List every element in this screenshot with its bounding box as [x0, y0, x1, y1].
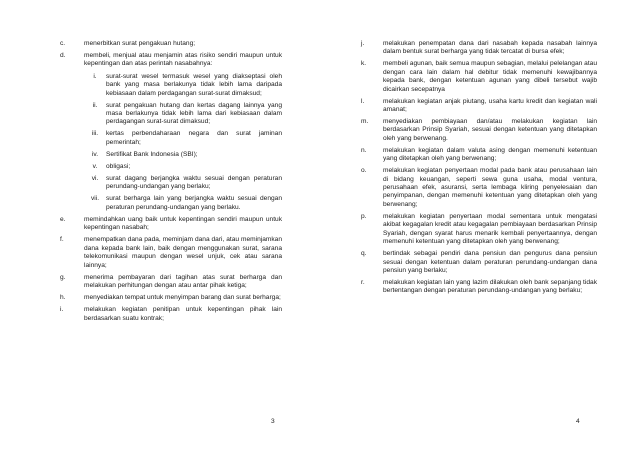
list-item — [60, 236, 282, 270]
list-item-label: q. — [361, 250, 367, 258]
list-item-text: menempatkan dana pada, meminjam dana dari, atau meminjamkan dana kepada bank lain, baik dengan menggunakan surat, sarana telekomunikasi maupun dengan wesel unjuk, cek atau sarana lainnya; — [84, 236, 282, 269]
page-number: 3 — [271, 418, 275, 425]
sub-item-text: surat berharga lain yang berjangka waktu sesuai dengan peraturan perundang-undangan yang berlaku. — [106, 195, 282, 211]
list-item-label: g. — [60, 273, 66, 281]
list-item-label: f. — [60, 236, 64, 244]
list-item-label: l. — [361, 97, 365, 105]
sub-item-text: surat pengakuan hutang dan kertas dagang lainnya yang masa berlakunya tidak lebih lama dari kebiasaan dalam perdagangan surat-surat dimaksud; — [106, 101, 282, 126]
list-item-label: e. — [60, 216, 66, 224]
list-item — [361, 250, 597, 275]
list-item-label: o. — [361, 167, 367, 175]
list-item — [361, 279, 597, 296]
list-item — [361, 60, 597, 94]
list-item-label: k. — [361, 60, 367, 68]
list-item-text: membeli agunan, baik semua maupun sebagian, melalui pelelangan atau dengan cara lain dalam hal debitur tidak memenuhi kewajibannya kepada bank, dengan ketentuan agunan yang dibeli tersebut wajib dicairkan secepatnya — [383, 60, 597, 93]
sub-item-label: vii. — [90, 195, 100, 203]
list-item — [361, 98, 597, 115]
sub-item-label: ii. — [92, 101, 98, 109]
list-item — [60, 40, 282, 48]
sub-item-label: vi. — [91, 174, 99, 182]
list-item — [60, 274, 282, 291]
sub-list-item — [84, 102, 282, 127]
list-item — [361, 40, 597, 57]
page-4 — [319, 0, 638, 451]
list-item — [60, 306, 282, 323]
list-item-text: melakukan kegiatan penyertaan modal pada bank atau perusahaan lain di bidang keuangan, seperti sewa guna usaha, modal ventura, perusahaan efek, asuransi, serta lembaga kliring penyelesaian dan penyimpanan, dengan memenuhi ketentuan yang ditetapkan oleh yang berwenang; — [383, 167, 597, 208]
list-item — [60, 294, 282, 302]
list-item-label: c. — [60, 40, 66, 47]
list-item-text: menerima pembayaran dari tagihan atas surat berharga dan melakukan perhitungan dengan atau antar pihak ketiga; — [84, 273, 282, 290]
sub-item-label: iv. — [91, 150, 99, 158]
sub-list-item — [84, 195, 282, 212]
list-item — [361, 167, 597, 209]
list-item-label: j. — [361, 40, 365, 47]
list-item-text: memindahkan uang baik untuk kepentingan sendiri maupun untuk kepentingan nasabah; — [84, 216, 282, 232]
list-item-text: melakukan kegiatan dalam valuta asing dengan memenuhi ketentuan yang ditetapkan oleh yang berwenang; — [383, 146, 597, 163]
list-item — [361, 213, 597, 247]
page-4-list — [361, 40, 597, 299]
page-number: 4 — [576, 418, 580, 425]
sub-item-text: surat-surat wesel termasuk wesel yang diakseptasi oleh bank yang masa berlakunya tidak lebih lama daripada kebiasaan dalam perdagangan surat-surat dimaksud; — [106, 72, 282, 97]
list-item-text: bertindak sebagai pendiri dana pensiun dan pengurus dana pensiun sesuai dengan ketentuan dalam peraturan perundang-undangan dana pensiun yang berlaku; — [383, 250, 597, 274]
list-item-text: melakukan penempatan dana dari nasabah kepada nasabah lainnya dalam bentuk surat berharga yang tidak tercatat di bursa efek; — [383, 40, 597, 56]
list-item-text: melakukan kegiatan penyertaan modal sementara untuk mengatasi akibat kegagalan kredit atau kegagalan pembiayaan berdasarkan Prinsip Syariah, dengan syarat harus menarik kembali penyertaannya, dengan memenuhi ketentuan yang ditetapkan oleh yang berwenang; — [383, 212, 597, 246]
list-item-text: menyediakan tempat untuk menyimpan barang dan surat berharga; — [84, 294, 281, 302]
list-item-label: i. — [60, 306, 64, 314]
list-item — [60, 216, 282, 233]
list-item-label: m. — [361, 118, 369, 126]
sub-list-item — [84, 130, 282, 147]
sub-list-item — [84, 73, 282, 98]
list-item-label: n. — [361, 146, 367, 154]
sub-item-text: Sertifikat Bank Indonesia (SBI); — [106, 150, 198, 158]
sub-list-item — [84, 175, 282, 192]
sub-item-label: v. — [92, 162, 98, 170]
sub-item-label: i. — [93, 72, 97, 80]
list-item-text: membeli, menjual atau menjamin atas risiko sendiri maupun untuk kepentingan dan atas perintah nasabahnya: — [84, 52, 282, 68]
sub-item-text: obligasi; — [106, 162, 131, 170]
list-item-text: melakukan kegiatan penitipan untuk kepentingan pihak lain berdasarkan suatu kontrak; — [84, 306, 282, 322]
sub-item-label: iii. — [91, 130, 99, 138]
sub-list — [84, 73, 282, 212]
list-item — [60, 52, 282, 69]
list-item-label: d. — [60, 52, 66, 59]
list-item-text: melakukan kegiatan lain yang lazim dilakukan oleh bank sepanjang tidak bertentangan dengan peraturan perundang-undangan yang berlaku; — [383, 278, 597, 295]
list-item-label: h. — [60, 294, 66, 302]
sub-list-item — [84, 151, 282, 159]
list-item — [361, 118, 597, 143]
list-item-text: melakukan kegiatan anjak piutang, usaha kartu kredit dan kegiatan wali amanat; — [383, 97, 597, 114]
list-item-label: r. — [361, 278, 365, 286]
page-3-list — [60, 40, 282, 327]
list-item-label: p. — [361, 212, 367, 220]
list-item — [361, 147, 597, 164]
list-item-text: menyediakan pembiayaan dan/atau melakukan kegiatan lain berdasarkan Prinsip Syariah, sesuai dengan ketentuan yang ditetapkan oleh yang berwenang. — [383, 118, 597, 142]
sub-list-item — [84, 163, 282, 171]
list-item-text: menerbitkan surat pengakuan hutang; — [84, 40, 196, 47]
sub-item-text: surat dagang berjangka waktu sesuai dengan peraturan perundang-undangan yang berlaku; — [106, 174, 282, 191]
sub-item-text: kertas perbendaharaan negara dan surat jaminan pemerintah; — [106, 130, 282, 146]
